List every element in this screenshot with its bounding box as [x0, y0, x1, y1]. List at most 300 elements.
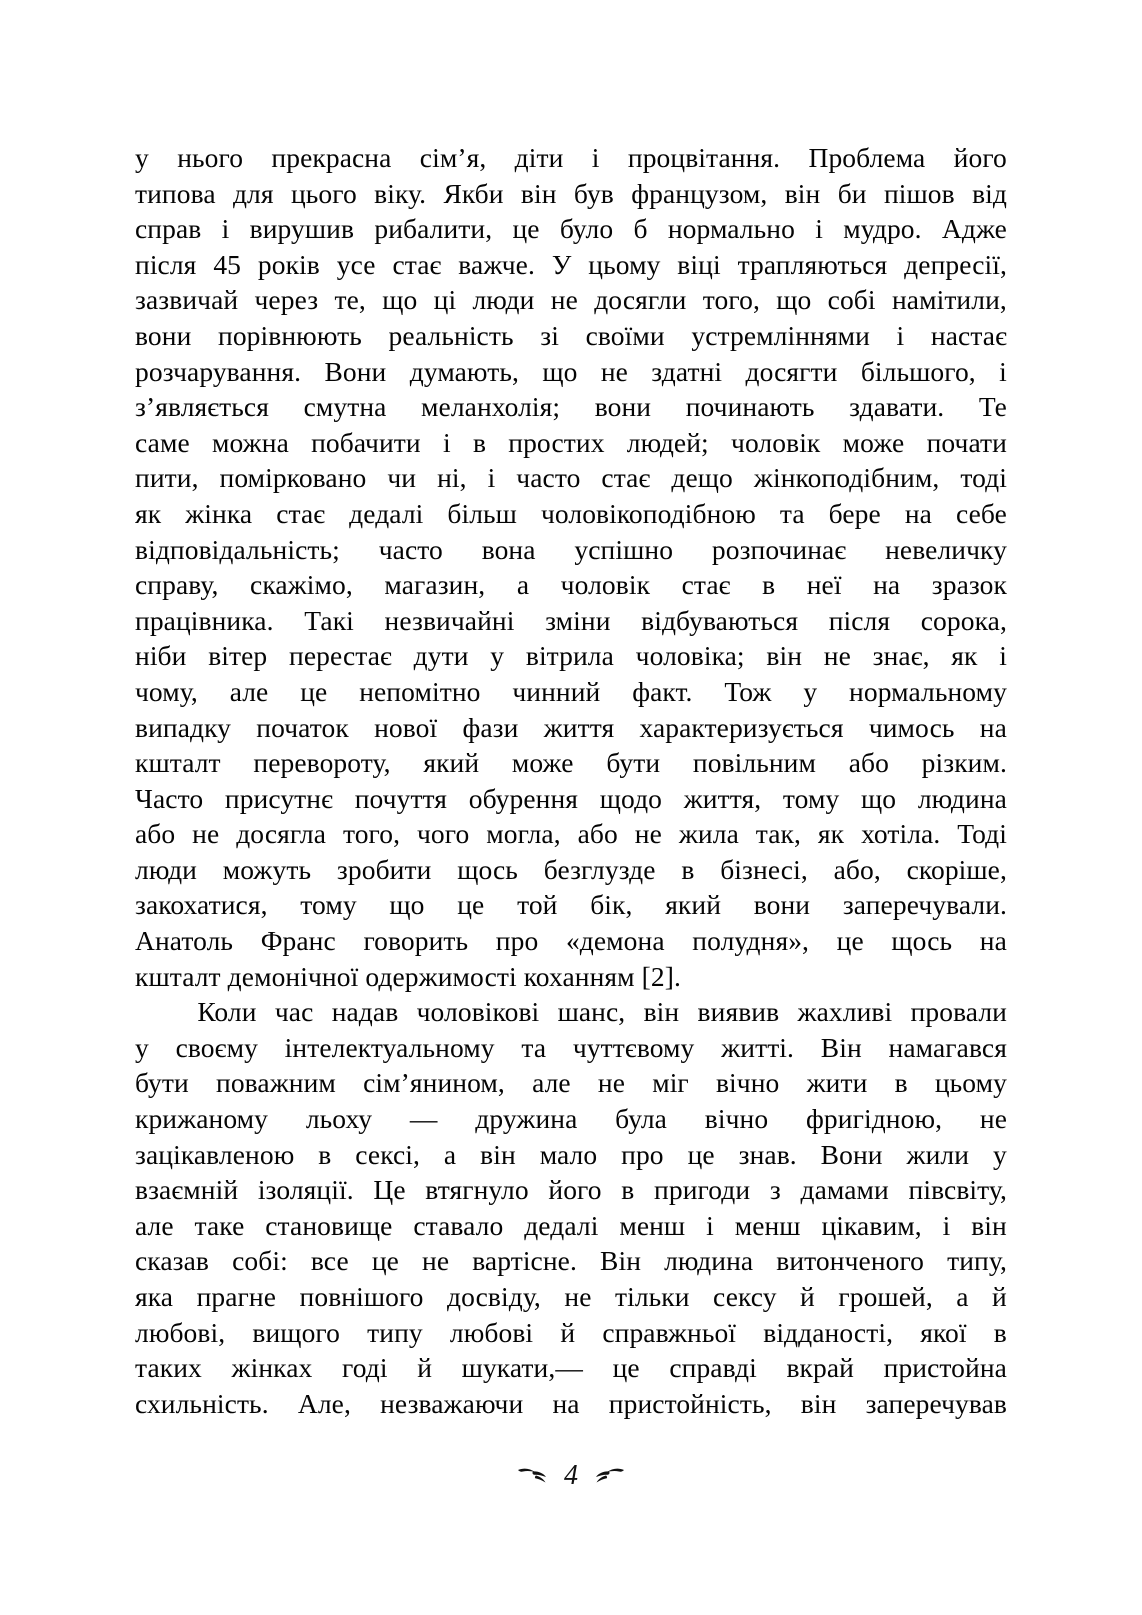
word: порівнюють: [218, 319, 362, 351]
word: Часто: [135, 782, 204, 814]
word: скажімо,: [250, 569, 353, 601]
word: Але,: [297, 1387, 351, 1419]
word: думають,: [409, 355, 519, 387]
word: безглузде: [543, 853, 656, 885]
word: присутнє: [224, 782, 334, 814]
word: або: [577, 818, 618, 850]
word: чоловіка;: [635, 640, 745, 672]
word: справді: [669, 1352, 757, 1384]
word: у: [992, 1138, 1007, 1170]
word: пити,: [135, 462, 199, 494]
word: справжньої: [602, 1316, 737, 1348]
word: шукати,—: [461, 1352, 583, 1384]
word: він: [971, 1209, 1007, 1241]
word: на: [904, 497, 932, 529]
word: ці: [433, 284, 457, 316]
word: чуттєвому: [572, 1031, 695, 1063]
text-line: [135, 460, 1007, 496]
word: на: [979, 711, 1007, 743]
word: реальність: [388, 319, 514, 351]
word: і: [815, 213, 823, 245]
word: могла,: [486, 818, 561, 850]
word: сім’янином,: [363, 1067, 505, 1099]
word: прекрасна: [271, 142, 392, 173]
word: таких: [135, 1352, 202, 1384]
word: того,: [342, 818, 401, 850]
word: він: [480, 1138, 516, 1170]
word: і: [591, 142, 600, 173]
text-line: [135, 1101, 1007, 1137]
word: б: [633, 213, 648, 245]
word: одержимості: [365, 960, 517, 992]
word: у: [135, 1031, 149, 1063]
word: чоловікові: [416, 996, 540, 1028]
word: якої: [920, 1316, 967, 1348]
word: рибалити,: [374, 213, 493, 245]
word: би: [837, 177, 867, 209]
word: провали: [910, 996, 1007, 1028]
word: людей;: [626, 426, 709, 458]
word: в: [621, 1174, 635, 1206]
text-line: [135, 710, 1007, 746]
word: не: [422, 1245, 450, 1277]
word: успішно: [574, 533, 674, 565]
text-line: [135, 781, 1007, 817]
word: щось: [457, 853, 518, 885]
leaf-flourish-right-icon: [591, 1466, 625, 1486]
word: дещо: [671, 462, 733, 494]
word: в: [318, 1138, 332, 1170]
word: «демона: [565, 925, 665, 957]
word: взаємній: [135, 1174, 239, 1206]
word: у: [135, 142, 149, 173]
word: важче.: [458, 248, 535, 280]
text-line: [135, 318, 1007, 354]
word: Проблема: [808, 142, 926, 173]
word: закохатися,: [135, 889, 268, 921]
word: цікавим,: [821, 1209, 922, 1241]
text-line: [135, 389, 1007, 425]
word: заперечували.: [842, 889, 1007, 921]
word: і: [999, 640, 1007, 672]
word: Він: [820, 1031, 862, 1063]
word: ніби: [135, 640, 187, 672]
word: здавати.: [849, 391, 945, 423]
word: усе: [336, 248, 376, 280]
text-line: [135, 745, 1007, 781]
word: який: [665, 889, 722, 921]
word: нормальному: [849, 675, 1007, 707]
word: це: [836, 925, 864, 957]
word: про: [621, 1138, 664, 1170]
word: справу,: [135, 569, 219, 601]
word: більшого,: [860, 355, 976, 387]
word: Він: [600, 1245, 642, 1277]
word: дути: [413, 640, 469, 672]
word: люди: [135, 853, 197, 885]
word: досягла: [236, 818, 327, 850]
word: коханням: [523, 960, 635, 992]
word: цьому: [934, 1067, 1007, 1099]
word: про: [495, 925, 539, 957]
word: чого: [416, 818, 470, 850]
word: або,: [833, 853, 881, 885]
word: депресії,: [904, 248, 1007, 280]
word: —: [409, 1103, 438, 1135]
word: схильність.: [135, 1387, 269, 1419]
word: виявив: [697, 996, 780, 1028]
word: житті.: [721, 1031, 795, 1063]
word: вітрила: [525, 640, 614, 672]
word: розчарування.: [135, 355, 302, 387]
word: досвіду,: [446, 1281, 541, 1312]
word: говорить: [363, 925, 469, 957]
word: його: [953, 142, 1007, 173]
word: більш: [447, 497, 517, 529]
word: французом,: [631, 177, 768, 209]
word: здатні: [651, 355, 723, 387]
text-line: [135, 887, 1007, 923]
word: у: [490, 640, 505, 672]
word: це: [457, 889, 485, 921]
word: та: [521, 1031, 547, 1063]
word: перестає: [289, 640, 392, 672]
word: був: [573, 177, 614, 209]
word: а: [516, 569, 530, 601]
word: або: [135, 818, 176, 850]
word: він: [766, 640, 803, 672]
word: тому: [782, 782, 840, 814]
word: вітер: [208, 640, 268, 672]
word: щось: [891, 925, 953, 957]
text-line: [135, 603, 1007, 639]
word: повільним: [692, 747, 816, 779]
word: інтелектуальному: [284, 1031, 495, 1063]
text-line: [135, 211, 1007, 247]
word: повнішого: [299, 1281, 424, 1312]
word: бере: [828, 497, 881, 529]
word: на: [979, 925, 1007, 957]
word: не: [634, 818, 662, 850]
word: й: [560, 1316, 576, 1348]
word: вирушив: [249, 213, 355, 245]
text-line: [135, 1137, 1007, 1173]
word: прагне: [196, 1281, 277, 1312]
word: вічно: [715, 1067, 780, 1099]
text-line: [135, 354, 1007, 390]
word: різким.: [921, 747, 1007, 779]
text-line: [135, 176, 1007, 212]
word: себе: [955, 497, 1007, 529]
word: стає: [601, 462, 651, 494]
word: не: [597, 1067, 626, 1099]
word: чоловікоподібною: [540, 497, 756, 529]
word: в: [762, 569, 776, 601]
word: фригідною,: [806, 1103, 943, 1135]
word: з’являється: [135, 391, 269, 423]
word: він: [784, 177, 821, 209]
word: він: [800, 1387, 837, 1419]
word: як: [135, 497, 162, 529]
word: Тоді: [957, 818, 1007, 850]
word: щодо: [599, 782, 663, 814]
word: нормально: [667, 213, 795, 245]
word: бік,: [590, 889, 633, 921]
word: сказав: [135, 1245, 210, 1277]
word: й: [800, 1281, 815, 1312]
word: вічно: [704, 1103, 769, 1135]
text-line: [135, 1279, 1007, 1315]
text-line: [135, 496, 1007, 532]
word: любові: [449, 1316, 534, 1348]
word: втягнуло: [425, 1174, 529, 1206]
word: й: [417, 1352, 433, 1384]
word: і: [706, 1209, 714, 1241]
text-line: [135, 994, 1007, 1030]
word: в: [472, 426, 487, 458]
text-line: [135, 1208, 1007, 1244]
word: пригоди: [654, 1174, 751, 1206]
word: як: [817, 818, 845, 850]
word: людина: [917, 782, 1007, 814]
word: магазин,: [384, 569, 486, 601]
word: його: [548, 1174, 602, 1206]
word: він: [520, 177, 557, 209]
word: що: [542, 355, 578, 387]
word: намагався: [888, 1031, 1007, 1063]
page-footer: [0, 1462, 1142, 1491]
word: незвичайні: [384, 604, 515, 636]
word: перевороту,: [253, 747, 391, 779]
word: менш: [734, 1209, 801, 1241]
word: пристойна: [883, 1352, 1007, 1384]
word: сорока,: [920, 604, 1007, 636]
word: починають: [685, 391, 815, 423]
word: все: [310, 1245, 349, 1277]
text-line: [135, 959, 1007, 995]
word: 45: [213, 248, 242, 280]
word: це: [612, 1352, 640, 1384]
word: Франс: [260, 925, 336, 957]
word: через: [254, 284, 319, 316]
word: таке: [194, 1209, 245, 1241]
word: життя,: [683, 782, 762, 814]
word: зацікавленою: [135, 1138, 295, 1170]
word: незважаючи: [380, 1387, 524, 1419]
word: кшталт: [135, 960, 221, 992]
word: хотіла.: [861, 818, 941, 850]
word: зразок: [931, 569, 1007, 601]
word: вони: [135, 319, 192, 351]
word: не: [979, 1103, 1007, 1135]
word: жінка: [185, 497, 253, 529]
word: можна: [211, 426, 289, 458]
word: зробити: [336, 853, 432, 885]
word: Вони: [324, 355, 387, 387]
word: намітили,: [891, 284, 1007, 316]
word: жінках: [231, 1352, 313, 1384]
word: чому,: [135, 675, 198, 707]
word: дамами: [800, 1174, 889, 1206]
word: розпочинає: [711, 533, 847, 565]
word: стає: [276, 497, 326, 529]
text-line: [135, 1386, 1007, 1422]
word: Такі: [304, 604, 354, 636]
word: може: [842, 426, 905, 458]
word: меланхолія;: [421, 391, 561, 423]
word: він: [643, 996, 680, 1028]
word: помірковано: [219, 462, 367, 494]
text-line: [135, 425, 1007, 461]
text-line: [135, 816, 1007, 852]
word: фази: [462, 711, 519, 743]
word: чоловік: [560, 569, 651, 601]
word: відповідальність;: [135, 533, 340, 565]
word: півсвіту,: [908, 1174, 1007, 1206]
word: цього: [290, 177, 357, 209]
word: досягли: [594, 284, 687, 316]
word: нього: [177, 142, 244, 173]
word: той: [517, 889, 558, 921]
text-line: [135, 282, 1007, 318]
word: поважним: [216, 1067, 336, 1099]
word: на: [873, 569, 901, 601]
word: відбуваються: [641, 604, 799, 636]
word: але: [229, 675, 269, 707]
word: бути: [606, 747, 661, 779]
word: неї: [806, 569, 842, 601]
word: полудня»,: [692, 925, 810, 957]
word: жахливі: [797, 996, 893, 1028]
word: це: [687, 1138, 715, 1170]
word: витонченого: [776, 1245, 925, 1277]
word: початок: [256, 711, 349, 743]
word: пристойність,: [608, 1387, 772, 1419]
word: бути: [135, 1067, 189, 1099]
word: було: [559, 213, 614, 245]
word: годі: [342, 1352, 388, 1384]
word: на: [552, 1387, 580, 1419]
word: те,: [334, 284, 366, 316]
word: людина: [664, 1245, 754, 1277]
word: Адже: [941, 213, 1007, 245]
page-number: 4: [564, 1460, 578, 1491]
word: Вони: [820, 1138, 883, 1170]
word: демонічної: [227, 960, 359, 992]
word: кшталт: [135, 747, 221, 779]
word: дружина: [475, 1103, 578, 1135]
word: це: [512, 213, 540, 245]
word: становище: [265, 1209, 393, 1241]
word: тільки: [614, 1281, 690, 1312]
word: або: [848, 747, 889, 779]
word: часто: [378, 533, 443, 565]
paragraph: [135, 994, 1007, 1421]
word: яка: [135, 1281, 174, 1312]
word: трапляються: [737, 248, 888, 280]
word: непомітно: [359, 675, 481, 707]
word: бізнесі,: [720, 853, 808, 885]
word: не: [192, 818, 220, 850]
word: що: [382, 284, 418, 316]
word: жила: [678, 818, 739, 850]
word: сексу: [713, 1281, 777, 1312]
word: з: [769, 1174, 781, 1206]
word: настає: [930, 319, 1007, 351]
folio: [517, 1462, 625, 1490]
word: так,: [755, 818, 801, 850]
text-line: [135, 923, 1007, 959]
word: можуть: [222, 853, 312, 885]
word: [2].: [641, 960, 681, 992]
word: шанс,: [557, 996, 626, 1028]
word: в: [681, 853, 695, 885]
text-line: [135, 567, 1007, 603]
word: а: [443, 1138, 457, 1170]
word: почати: [926, 426, 1007, 458]
word: віці: [677, 248, 721, 280]
word: й: [992, 1281, 1007, 1312]
word: ні,: [437, 462, 467, 494]
word: міг: [652, 1067, 689, 1099]
word: і: [999, 355, 1007, 387]
word: заперечував: [865, 1387, 1007, 1419]
word: справ: [135, 213, 202, 245]
text-line: [135, 247, 1007, 283]
text-line: [135, 674, 1007, 710]
word: того,: [702, 284, 760, 316]
word: досягти: [745, 355, 838, 387]
word: тому: [300, 889, 357, 921]
word: пішов: [883, 177, 955, 209]
word: простих: [508, 426, 605, 458]
word: це: [371, 1245, 399, 1277]
word: почуття: [354, 782, 448, 814]
word: час: [274, 996, 314, 1028]
word: була: [615, 1103, 667, 1135]
word: мало: [539, 1138, 598, 1170]
word: та: [779, 497, 805, 529]
text-line: [135, 532, 1007, 568]
word: не: [600, 355, 628, 387]
word: ізоляції.: [257, 1174, 354, 1206]
word: зміни: [545, 604, 611, 636]
word: жити: [806, 1067, 868, 1099]
word: і: [442, 426, 451, 458]
word: Тож: [724, 675, 772, 707]
word: життя: [543, 711, 615, 743]
word: Анатоль: [135, 925, 234, 957]
word: процвітання.: [627, 142, 781, 173]
word: типу: [367, 1316, 423, 1348]
leaf-flourish-left-icon: [517, 1466, 551, 1486]
page-text-block: [135, 140, 1007, 1421]
word: працівника.: [135, 604, 274, 636]
word: льоху: [305, 1103, 373, 1135]
word: саме: [135, 426, 190, 458]
word: нової: [374, 711, 438, 743]
word: чи: [387, 462, 417, 494]
word: факт.: [632, 675, 693, 707]
word: вони: [594, 391, 652, 423]
word: Якби: [443, 177, 504, 209]
word: це: [300, 675, 328, 707]
word: вищого: [252, 1316, 340, 1348]
text-line: [135, 1065, 1007, 1101]
word: що: [389, 889, 425, 921]
word: часто: [516, 462, 581, 494]
word: може: [511, 747, 574, 779]
